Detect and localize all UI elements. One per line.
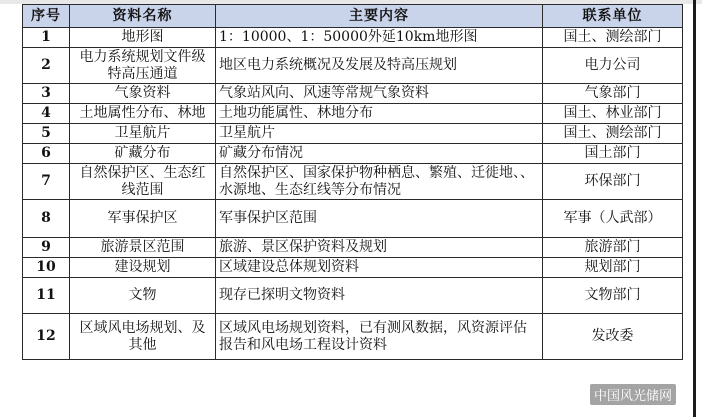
row-content: 矿藏分布情况 [216, 144, 543, 164]
row-content: 现存已探明文物资料 [216, 278, 543, 314]
table-row [23, 278, 683, 314]
table-row [23, 200, 683, 238]
row-number: 10 [23, 258, 70, 278]
row-number: 3 [23, 84, 70, 104]
row-number: 5 [23, 124, 70, 144]
data-sheet [22, 4, 682, 404]
row-number: 9 [23, 238, 70, 258]
row-content: 军事保护区范围 [216, 200, 543, 238]
table-row [23, 144, 683, 164]
row-unit: 电力公司 [543, 48, 683, 84]
table-header-row [23, 5, 683, 28]
row-unit: 文物部门 [543, 278, 683, 314]
materials-table [22, 4, 683, 360]
row-content: 自然保护区、国家保护物种栖息、繁殖、迁徙地、、水源地、生态红线等分布情况 [216, 164, 543, 200]
table-body [23, 28, 683, 360]
table-row [23, 28, 683, 48]
row-content: 土地功能属性、林地分布 [216, 104, 543, 124]
row-number: 7 [23, 164, 70, 200]
row-name: 卫星航片 [70, 124, 216, 144]
row-unit: 军事（人武部） [543, 200, 683, 238]
row-number: 2 [23, 48, 70, 84]
row-name: 自然保护区、生态红线范围 [70, 164, 216, 200]
row-unit: 环保部门 [543, 164, 683, 200]
row-unit: 国土部门 [543, 144, 683, 164]
row-unit: 国土、林业部门 [543, 104, 683, 124]
row-name: 建设规划 [70, 258, 216, 278]
table-row [23, 164, 683, 200]
row-name: 区域风电场规划、及其他 [70, 314, 216, 360]
row-number: 1 [23, 28, 70, 48]
row-name: 文物 [70, 278, 216, 314]
row-unit: 旅游部门 [543, 238, 683, 258]
table-row [23, 48, 683, 84]
row-number: 11 [23, 278, 70, 314]
row-number: 8 [23, 200, 70, 238]
table-row [23, 104, 683, 124]
row-unit: 发改委 [543, 314, 683, 360]
row-content: 地区电力系统概况及发展及特高压规划 [216, 48, 543, 84]
row-number: 12 [23, 314, 70, 360]
row-content: 区域建设总体规划资料 [216, 258, 543, 278]
row-unit: 国土、测绘部门 [543, 28, 683, 48]
row-name: 电力系统规划文件级特高压通道 [70, 48, 216, 84]
row-name: 土地属性分布、林地 [70, 104, 216, 124]
table-row [23, 258, 683, 278]
row-name: 军事保护区 [70, 200, 216, 238]
header-name: 资料名称 [70, 5, 216, 28]
row-number: 4 [23, 104, 70, 124]
row-content: 旅游、景区保护资料及规划 [216, 238, 543, 258]
row-unit: 气象部门 [543, 84, 683, 104]
right-border [693, 0, 696, 417]
row-name: 旅游景区范围 [70, 238, 216, 258]
row-name: 矿藏分布 [70, 144, 216, 164]
table-row [23, 84, 683, 104]
table-row [23, 124, 683, 144]
row-content: 气象站风向、风速等常规气象资料 [216, 84, 543, 104]
row-number: 6 [23, 144, 70, 164]
row-content: 1：10000、1：50000外延10km地形图 [216, 28, 543, 48]
header-no: 序号 [23, 5, 70, 28]
row-name: 地形图 [70, 28, 216, 48]
table-row [23, 314, 683, 360]
header-content: 主要内容 [216, 5, 543, 28]
row-content: 卫星航片 [216, 124, 543, 144]
row-name: 气象资料 [70, 84, 216, 104]
table-row [23, 238, 683, 258]
row-content: 区域风电场规划资料，已有测风数据，风资源评估报告和风电场工程设计资料 [216, 314, 543, 360]
watermark: 中国风光储网 [590, 384, 676, 405]
header-unit: 联系单位 [543, 5, 683, 28]
row-unit: 国土、测绘部门 [543, 124, 683, 144]
row-unit: 规划部门 [543, 258, 683, 278]
